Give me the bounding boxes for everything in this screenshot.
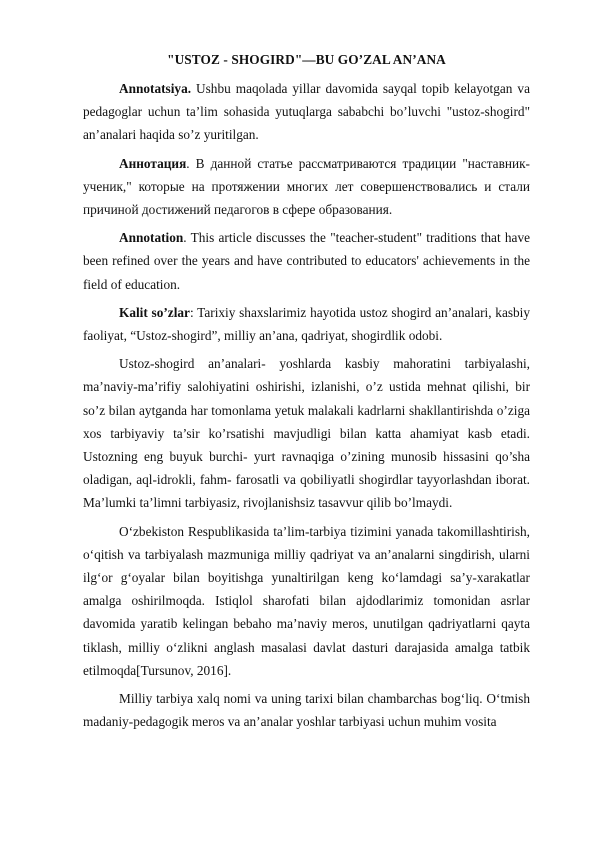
abstract-uz-label: Annotatsiya. <box>119 81 192 96</box>
body-paragraph-3: Milliy tarbiya xalq nomi va uning tarixi bilan chambarchas bog‘liq. O‘tmish madaniy-pedagogik meros va an’analar yoshlar tarbiyasi uchun muhim vosita <box>83 691 530 730</box>
keywords <box>83 301 530 347</box>
abstract-en <box>83 226 530 296</box>
keywords-label: Kalit so’zlar <box>119 304 190 320</box>
abstract-ru-text: . В данной статье рассматриваются традиции "наставник-ученик," которые на протяжении многих лет совершенствовались и стали причиной достижений педагогов в сфере образования. <box>83 155 530 218</box>
abstract-uz <box>83 77 530 147</box>
document-page <box>83 50 530 738</box>
abstract-uz-text: Ushbu maqolada yillar davomida sayqal topib kelayotgan va pedagoglar uchun ta’lim sohasida yutuqlarga sababchi bo’luvchi "ustoz-shogird" an’analari haqida so’z yuritilgan. <box>83 81 530 143</box>
abstract-ru <box>83 152 530 222</box>
keywords-text: : Tarixiy shaxslarimiz hayotida ustoz shogird an’analari, kasbiy faoliyat, “Ustoz-shogird”, milliy an’ana, qadriyat, shogirdlik odobi. <box>83 304 531 344</box>
article-title: "USTOZ - SHOGIRD"—BU GO’ZAL AN’ANA <box>167 52 446 67</box>
body-paragraph-2: O‘zbekiston Respublikasida ta’lim-tarbiya tizimini yanada takomillashtirish, o‘qitish va tarbiyalash mazmuniga milliy qadriyat va an’analarni singdirish, ularni ilg‘or g‘oyalar bilan boyitishga yunaltirilgan keng ko‘lamdagi sa’y-xarakatlar amalga oshirilmoqda. Istiqlol sharofati bilan ajdodlarimiz tomonidan asrlar davomida yaratib kelingan bebaho ma’naviy meros, unutilgan qadriyatlarni qayta tiklash, milliy o‘zlikni anglash masalasi davlat dasturi darajasida amalga tatbik etilmoqda[Tursunov, 2016]. <box>83 523 530 678</box>
abstract-en-text: . This article discusses the "teacher-student" traditions that have been refined over the years and have contributed to educators' achievements in the field of education. <box>83 230 530 292</box>
abstract-en-label: Annotation <box>119 230 184 246</box>
body-paragraph-1: Ustoz-shogird an’analari- yoshlarda kasbiy mahoratini tarbiyalashi, ma’naviy-ma’rifiy salohiyatini oshirishi, izlanishi, o’z ustida mehnat qilishi, bir so’z bilan aytganda har tomonlama yetuk malakali kadrlarni shakllantirishda o’ziga xos tarbiyaviy ta’sir ko’rsatishi mavjudligi bilan katta ahamiyat kasb etadi. Ustozning eng buyuk burchi- yurt ravnaqiga o’zining munosib hissasini qo’sha oladigan, aql-idrokli, fahm- farosatli va qobiliyatli shogirdlar tayyorlashdan iborat. Ma’lumki ta’limni tarbiyasiz, rivojlanishsiz tasavvur qilib bo’lmaydi. <box>83 356 530 511</box>
abstract-ru-label: Аннотация <box>119 155 187 171</box>
